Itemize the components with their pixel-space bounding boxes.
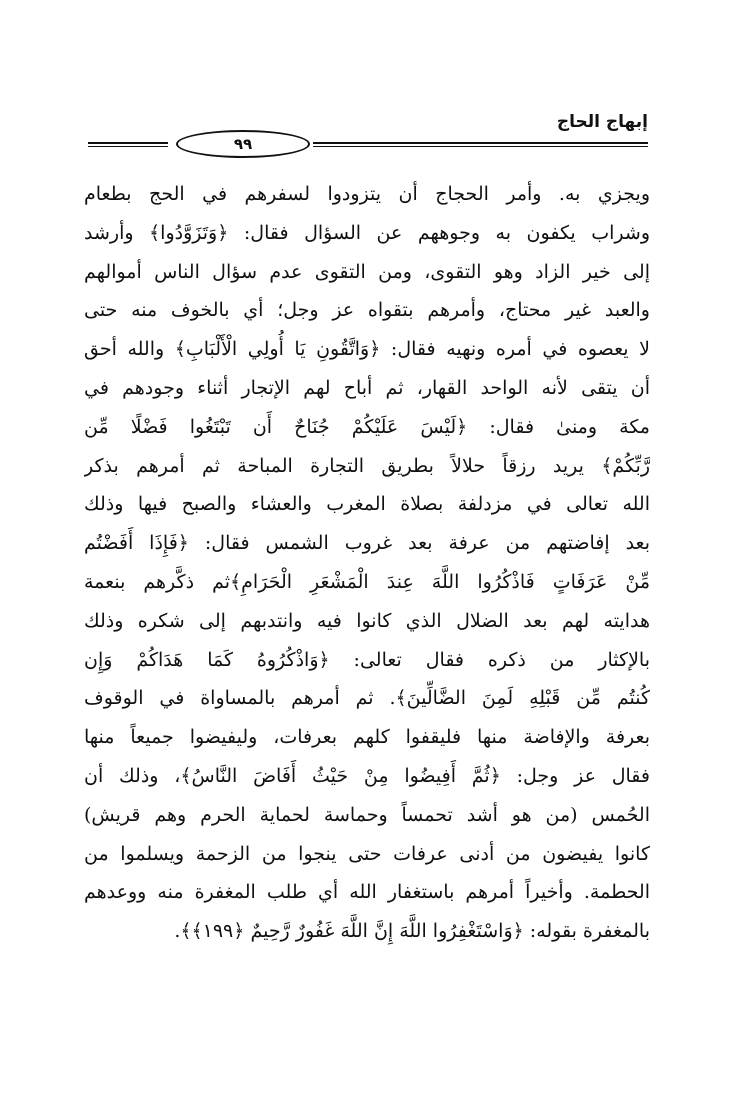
page-header (88, 112, 648, 156)
text-line: بعد إفاضتهم من عرفة بعد غروب الشمس فقال: ﴿فَإِذَا أَفَضْتُم (84, 532, 650, 555)
text-line: ويجزي به. وأمر الحجاج أن يتزودوا لسفرهم في الحج بطعام (84, 183, 650, 205)
body-text (84, 175, 650, 951)
header-rule-right (313, 142, 648, 147)
text-line: بالإكثار من ذكره فقال تعالى: ﴿وَاذْكُرُوهُ كَمَا هَدَاكُمْ وَإِن (84, 648, 650, 671)
text-line: فقال عز وجل: ﴿ثُمَّ أَفِيضُوا مِنْ حَيْثُ أَفَاضَ النَّاسُ﴾، وذلك أن (84, 764, 650, 787)
text-line: مكة ومنىٰ فقال: ﴿لَيْسَ عَلَيْكُمْ جُنَاحٌ أَن تَبْتَغُوا فَضْلًا مِّن (84, 415, 650, 438)
text-line: الله تعالى في مزدلفة بصلاة المغرب والعشاء والصبح فيها وذلك (84, 493, 650, 516)
text-line: رَّبِّكُمْ﴾ يريد رزقاً حلالاً بطريق التجارة المباحة ثم أمرهم بذكر (84, 454, 650, 477)
text-line: كُنتُم مِّن قَبْلِهِ لَمِنَ الضَّالِّينَ﴾. ثم أمرهم بالمساواة في الوقوف (84, 687, 650, 710)
text-line: هدايته لهم بعد الضلال الذي كانوا فيه وانتدبهم إلى شكره وذلك (84, 609, 650, 632)
text-line: الحطمة. وأخيراً أمرهم باستغفار الله أي طلب المغفرة منه ووعدهم (84, 881, 650, 904)
text-line: وشراب يكفون به وجوههم عن السؤال فقال: ﴿وَتَزَوَّدُوا﴾ وأرشد (84, 221, 650, 244)
text-line: والعبد غير محتاج، وأمرهم بتقواه عز وجل؛ أي بالخوف منه حتى (84, 299, 650, 322)
header-rule-left (88, 142, 168, 147)
text-line: الحُمس (من هو أشد تحمساً وحماسة لحماية الحرم وهم قريش) (84, 803, 650, 826)
text-line: بعرفة والإفاضة منها فليقفوا كلهم بعرفات، وليفيضوا جميعاً منها (84, 726, 650, 749)
text-line: بالمغفرة بقوله: ﴿وَاسْتَغْفِرُوا اللَّهَ إِنَّ اللَّهَ غَفُورٌ رَّحِيمٌ ﴿١٩٩﴾﴾. (174, 920, 650, 943)
text-line: مِّنْ عَرَفَاتٍ فَاذْكُرُوا اللَّهَ عِندَ الْمَشْعَرِ الْحَرَامِ﴾ثم ذكَّرهم بنعمة (84, 570, 650, 593)
text-line: كانوا يفيضون من أدنى عرفات حتى ينجوا من الزحمة ويسلموا من (84, 842, 650, 865)
page-number: ٩٩ (176, 130, 310, 158)
text-line: إلى خير الزاد وهو التقوى، ومن التقوى عدم سؤال الناس أموالهم (84, 260, 650, 283)
text-line: أن يتقى لأنه الواحد القهار، ثم أباح لهم الإتجار أثناء وجودهم في (84, 376, 650, 399)
text-line: لا يعصوه في أمره ونهيه فقال: ﴿وَاتَّقُونِ يَا أُولِي الْأَلْبَابِ﴾ والله أحق (84, 338, 650, 361)
running-title: إبهاج الحاج (556, 112, 648, 132)
